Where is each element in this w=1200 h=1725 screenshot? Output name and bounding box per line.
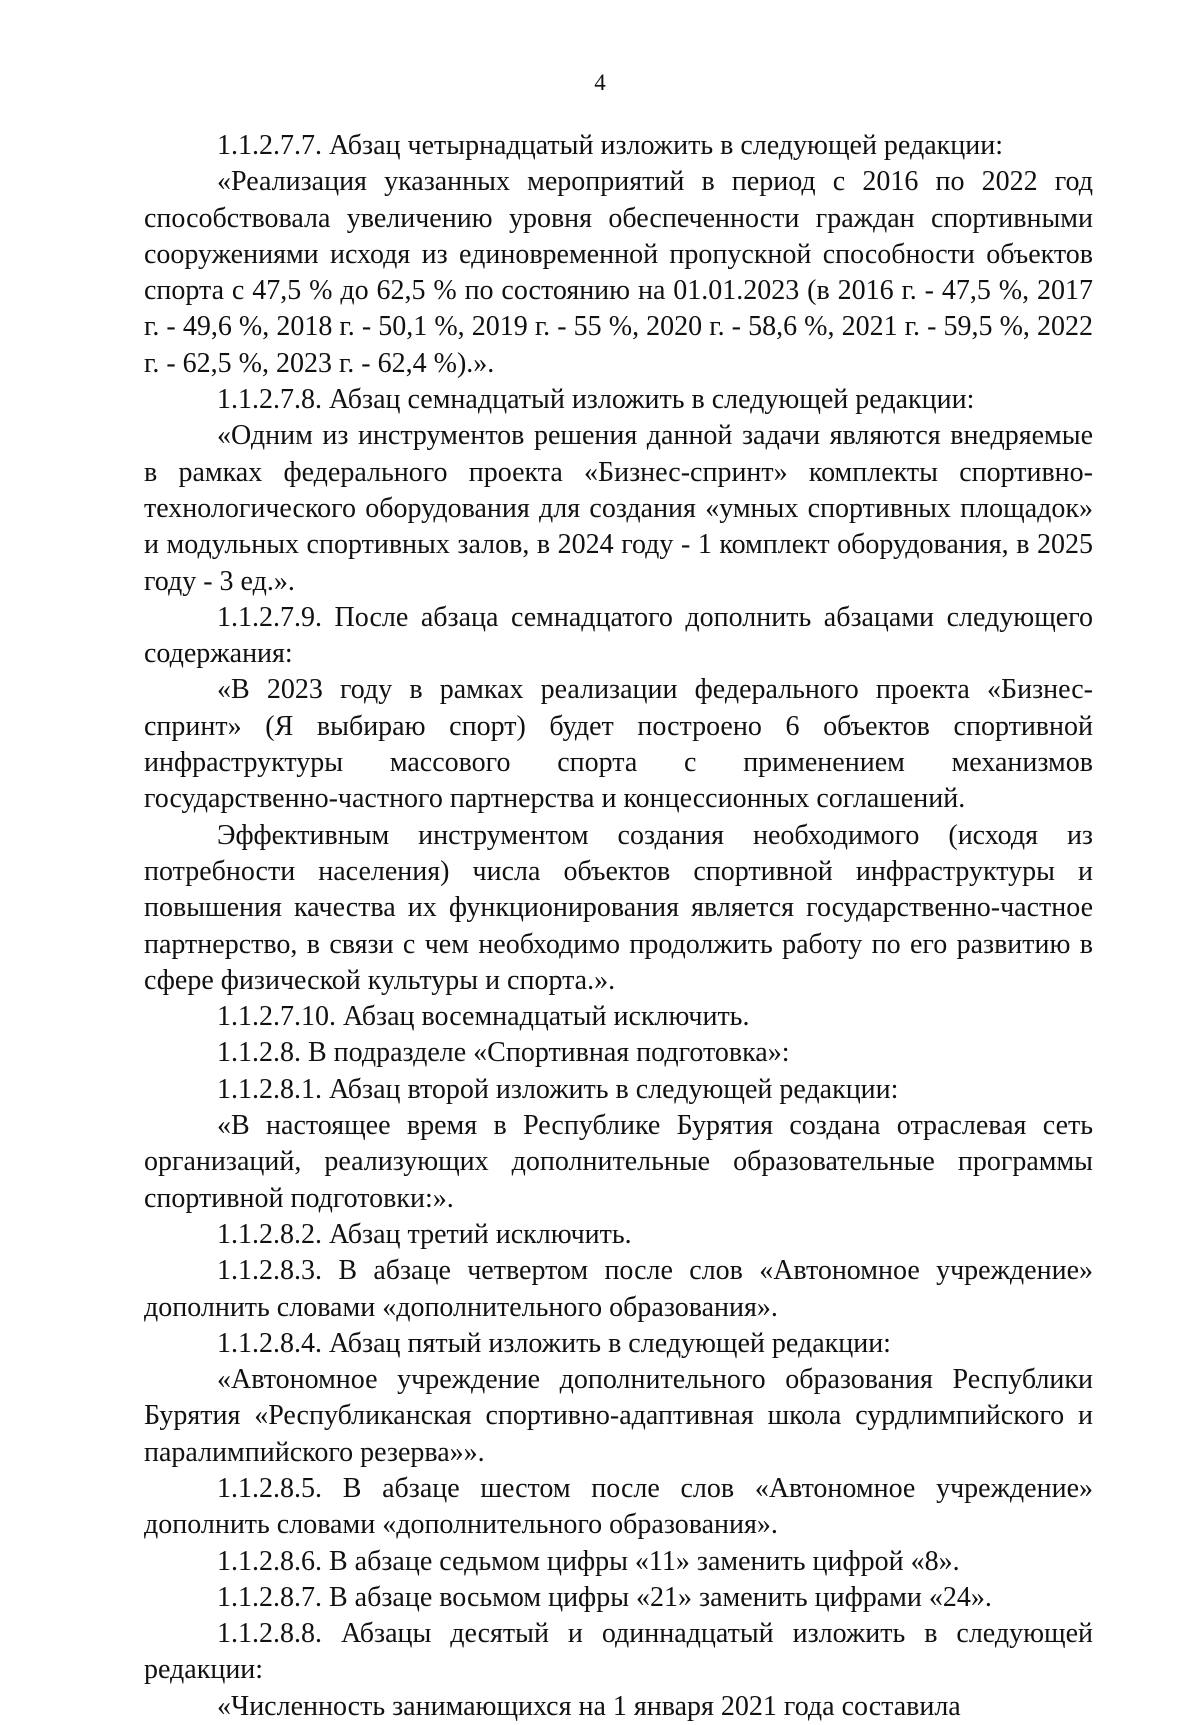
paragraph-public-private-partnership: Эффективным инструментом создания необходимого (исходя из потребности населения) числа объектов спортивной инфраструктуры и повышения качества их функционирования является государственно-частное партнерство, в связи с чем необходимо продолжить работу по его развитию в сфере физической культуры и спорта.». — [144, 819, 1093, 996]
paragraph-1-1-2-7-7: 1.1.2.7.7. Абзац четырнадцатый изложить в следующей редакции: — [217, 130, 1003, 161]
paragraph-quote-participants-count: «Численность занимающихся на 1 января 2021 года составила — [217, 1690, 961, 1722]
paragraph-1-1-2-8-2: 1.1.2.8.2. Абзац третий исключить. — [217, 1218, 632, 1250]
paragraph-1-1-2-8-3: 1.1.2.8.3. В абзаце четвертом после слов «Автономное учреждение» дополнить словами «дополнительного образования». — [144, 1255, 1093, 1323]
paragraph-1-1-2-8-7: 1.1.2.8.7. В абзаце восьмом цифры «21» заменить цифрами «24». — [217, 1581, 992, 1613]
paragraph-1-1-2-8-8: 1.1.2.8.8. Абзацы десятый и одиннадцатый изложить в следующей редакции: — [144, 1618, 1093, 1686]
paragraph-1-1-2-8-6: 1.1.2.8.6. В абзаце седьмом цифры «11» заменить цифрой «8». — [217, 1545, 960, 1577]
paragraph-quote-business-sprint-equipment: «Одним из инструментов решения данной задачи являются внедряемые в рамках федерального проекта «Бизнес-спринт» комплекты спортивно-технологического оборудования для создания «умных спортивных площадок» и модульных спортивных залов, в 2024 году - 1 комплект оборудования, в 2025 году - 3 ед.». — [144, 420, 1093, 597]
paragraph-quote-sports-facilities: «Реализация указанных мероприятий в период с 2016 по 2022 год способствовала увеличению уровня обеспеченности граждан спортивными сооружениями исходя из единовременной пропускной способности объектов спорта с 47,5 % до 62,5 % по состоянию на 01.01.2023 (в 2016 г. - 47,5 %, 2017 г. - 49,6 %, 2018 г. - 50,1 %, 2019 г. - 55 %, 2020 г. - 58,6 %, 2021 г. - 59,5 %, 2022 г. - 62,5 %, 2023 г. - 62,4 %).». — [144, 166, 1093, 379]
paragraph-quote-2023-objects: «В 2023 году в рамках реализации федерального проекта «Бизнес-спринт» (Я выбираю спорт) будет построено 6 объектов спортивной инфраструктуры массового спорта с применением механизмов государственно-частного партнерства и концессионных соглашений. — [144, 674, 1093, 815]
paragraph-1-1-2-7-8: 1.1.2.7.8. Абзац семнадцатый изложить в следующей редакции: — [217, 384, 975, 416]
paragraph-quote-adaptive-school: «Автономное учреждение дополнительного образования Республики Бурятия «Республиканская спортивно-адаптивная школа сурдлимпийского и паралимпийского резерва»». — [144, 1364, 1093, 1468]
document-body — [144, 128, 1093, 1725]
paragraph-1-1-2-8-4: 1.1.2.8.4. Абзац пятый изложить в следующей редакции: — [217, 1327, 891, 1359]
paragraph-1-1-2-8-5: 1.1.2.8.5. В абзаце шестом после слов «Автономное учреждение» дополнить словами «дополнительного образования». — [144, 1472, 1093, 1541]
paragraph-1-1-2-8-1: 1.1.2.8.1. Абзац второй изложить в следующей редакции: — [217, 1073, 899, 1105]
paragraph-quote-sports-network: «В настоящее время в Республике Бурятия создана отраслевая сеть организаций, реализующих дополнительные образовательные программы спортивной подготовки:». — [144, 1110, 1093, 1214]
paragraph-1-1-2-7-10: 1.1.2.7.10. Абзац восемнадцатый исключить. — [217, 1001, 750, 1033]
paragraph-1-1-2-7-9: 1.1.2.7.9. После абзаца семнадцатого дополнить абзацами следующего содержания: — [144, 601, 1093, 670]
page-number: 4 — [594, 70, 606, 95]
paragraph-1-1-2-8: 1.1.2.8. В подразделе «Спортивная подготовка»: — [217, 1037, 790, 1069]
